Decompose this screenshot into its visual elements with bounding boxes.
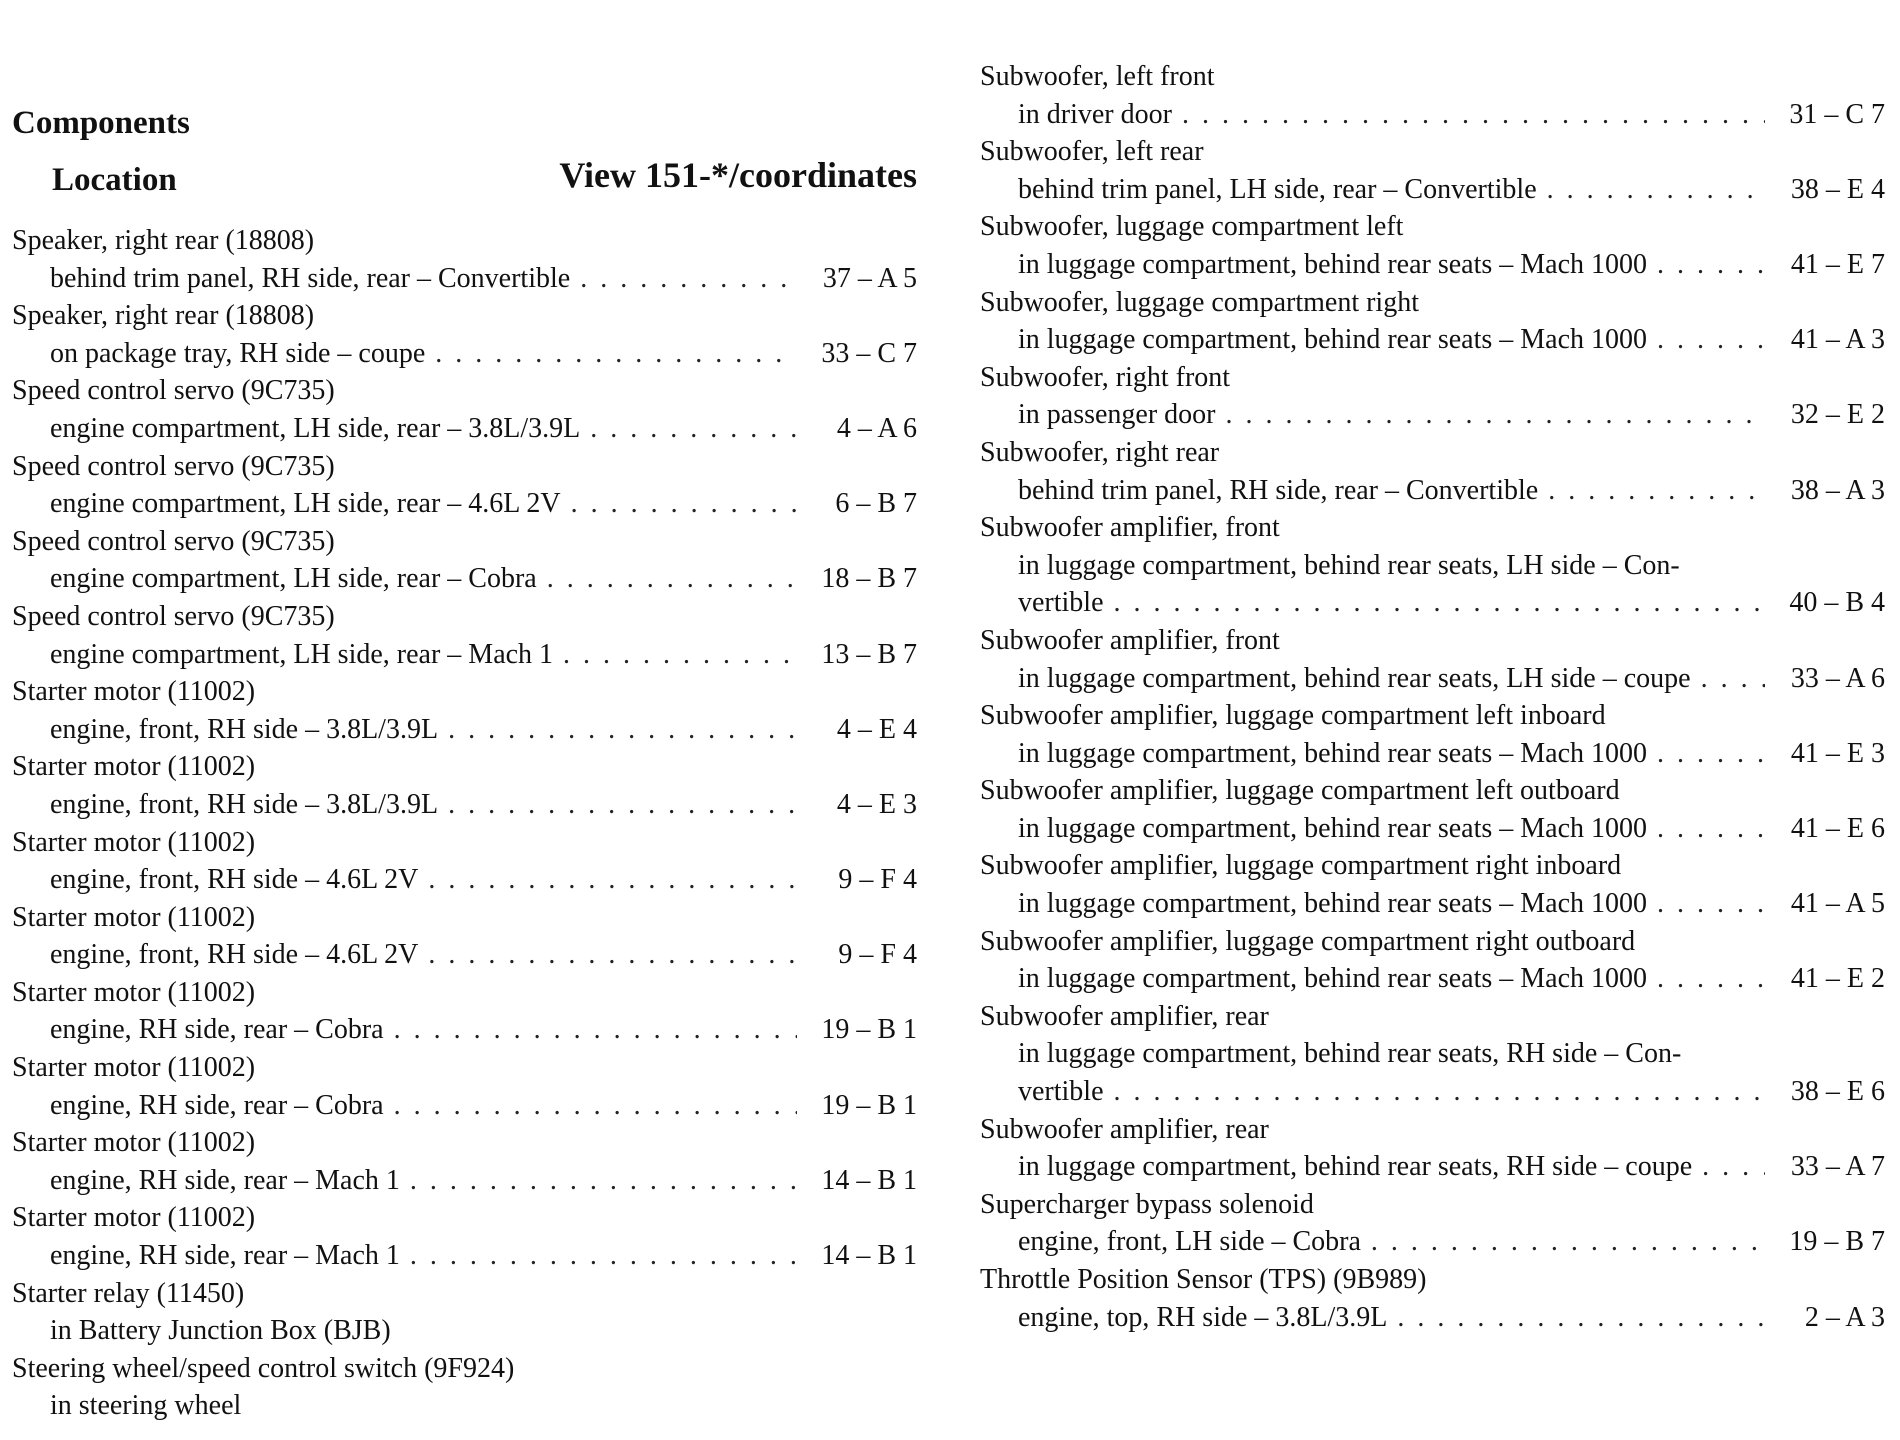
component-entry: [980, 697, 1885, 772]
location-text: in steering wheel: [50, 1390, 242, 1422]
component-location: [980, 321, 1885, 359]
location-text: engine, front, RH side – 4.6L 2V: [50, 939, 419, 971]
component-name: Starter relay (11450): [12, 1277, 245, 1309]
component-name: Starter motor (11002): [12, 751, 256, 783]
leader-dots: [448, 711, 797, 749]
component-entry: [980, 923, 1885, 998]
leader-dots: [1657, 321, 1765, 359]
component-entry: [980, 434, 1885, 509]
location-text: in luggage compartment, behind rear seats, LH side – coupe: [1018, 662, 1691, 694]
component-name: Starter motor (11002): [12, 1052, 256, 1084]
leader-dots: [571, 485, 797, 523]
component-entry: [980, 284, 1885, 359]
component-name: Starter motor (11002): [12, 976, 256, 1008]
view-coordinate: 33 – A 7: [1790, 1151, 1885, 1183]
location-text: engine compartment, LH side, rear – 4.6L 2V: [50, 488, 561, 520]
leader-dots: [435, 335, 797, 373]
leader-dots: [410, 1237, 797, 1275]
view-coordinate: 2 – A 3: [1804, 1301, 1885, 1333]
component-location: [980, 246, 1885, 284]
location-header: Location: [52, 162, 177, 198]
component-name: Subwoofer, right front: [980, 361, 1231, 393]
component-entry: [980, 998, 1885, 1111]
component-location: [12, 260, 917, 298]
component-entry: [12, 1275, 917, 1350]
view-coordinate: 13 – B 7: [821, 638, 917, 670]
view-coordinate: 4 – A 6: [836, 412, 917, 444]
component-name: Subwoofer, left front: [980, 61, 1215, 92]
component-name: Speed control servo (9C735): [12, 375, 335, 407]
leader-dots: [1547, 171, 1765, 209]
component-location: [12, 485, 917, 523]
view-coordinate: 4 – E 4: [836, 713, 917, 745]
view-coordinate: 4 – E 3: [836, 788, 917, 820]
leader-dots: [394, 1087, 797, 1125]
view-coordinate: 9 – F 4: [838, 864, 917, 896]
location-text: engine, RH side, rear – Mach 1: [50, 1240, 400, 1272]
view-coordinate: 31 – C 7: [1789, 98, 1885, 130]
component-entry: [12, 748, 917, 823]
leader-dots: [448, 786, 797, 824]
view-coordinate: 38 – A 3: [1790, 474, 1885, 506]
component-entry: [12, 899, 917, 974]
component-name: Steering wheel/speed control switch (9F924): [12, 1352, 515, 1384]
leader-dots: [1397, 1299, 1765, 1337]
component-entry: [980, 359, 1885, 434]
leader-dots: [410, 1162, 797, 1200]
view-coordinate: 9 – F 4: [838, 939, 917, 971]
location-text: in passenger door: [1018, 399, 1216, 431]
component-location: [12, 1237, 917, 1275]
component-entry: [980, 1186, 1885, 1261]
component-name: Subwoofer amplifier, luggage compartment left outboard: [980, 775, 1620, 807]
component-location: [12, 1387, 917, 1425]
leader-dots: [428, 936, 797, 974]
leader-dots: [1114, 584, 1765, 622]
component-name: Subwoofer, luggage compartment left: [980, 211, 1404, 243]
component-name: Subwoofer, right rear: [980, 436, 1220, 468]
component-entry: [12, 1350, 917, 1425]
component-location: [12, 560, 917, 598]
component-entry: [12, 974, 917, 1049]
component-entry: [980, 1111, 1885, 1186]
leader-dots: [590, 410, 797, 448]
location-text: engine compartment, LH side, rear – Mach 1: [50, 638, 554, 670]
component-name: Subwoofer amplifier, rear: [980, 1000, 1269, 1032]
component-name: Starter motor (11002): [12, 901, 256, 933]
view-coordinate: 40 – B 4: [1789, 587, 1885, 619]
leader-dots: [547, 560, 797, 598]
component-location: [12, 861, 917, 899]
component-name: Subwoofer amplifier, luggage compartment left inboard: [980, 700, 1606, 732]
component-location: [980, 960, 1885, 998]
component-entry: [12, 1199, 917, 1274]
leader-dots: [1182, 96, 1765, 134]
left-component-list: [12, 222, 917, 1425]
component-name: Supercharger bypass solenoid: [980, 1188, 1314, 1220]
leader-dots: [428, 861, 797, 899]
component-name: Starter motor (11002): [12, 1202, 256, 1234]
component-name: Subwoofer, left rear: [980, 136, 1204, 168]
view-coordinate: 41 – A 3: [1790, 324, 1885, 356]
component-location: [12, 335, 917, 373]
location-text: in luggage compartment, behind rear seats – Mach 1000: [1018, 737, 1648, 769]
location-text: engine, front, LH side – Cobra: [1018, 1226, 1361, 1258]
component-entry: [12, 824, 917, 899]
component-entry: [980, 509, 1885, 622]
component-location: [12, 1011, 917, 1049]
location-text: engine, RH side, rear – Mach 1: [50, 1164, 400, 1196]
component-name: Subwoofer, luggage compartment right: [980, 286, 1419, 318]
view-coordinate: 6 – B 7: [835, 488, 917, 520]
view-coordinate: 41 – A 5: [1790, 888, 1885, 920]
component-location-continued: [980, 584, 1885, 622]
view-coordinate: 37 – A 5: [822, 262, 917, 294]
view-coordinate: 14 – B 1: [821, 1164, 917, 1196]
component-name: Starter motor (11002): [12, 826, 256, 858]
location-text: engine, front, RH side – 4.6L 2V: [50, 864, 419, 896]
component-location: [12, 636, 917, 674]
component-entry: [12, 297, 917, 372]
component-name: Starter motor (11002): [12, 676, 256, 708]
leader-dots: [563, 636, 797, 674]
view-coordinate: 32 – E 2: [1790, 399, 1885, 431]
component-entry: [12, 1049, 917, 1124]
location-text: behind trim panel, RH side, rear – Convertible: [50, 262, 571, 294]
location-text: in luggage compartment, behind rear seats – Mach 1000: [1018, 324, 1648, 356]
component-name: Speaker, right rear (18808): [12, 300, 315, 332]
component-location: [12, 410, 917, 448]
component-name: Subwoofer amplifier, luggage compartment right inboard: [980, 850, 1622, 882]
leader-dots: [394, 1011, 797, 1049]
component-entry: [12, 448, 917, 523]
component-name: Speed control servo (9C735): [12, 450, 335, 482]
component-name: Subwoofer amplifier, front: [980, 624, 1280, 656]
page-title: Components: [12, 105, 190, 141]
leader-dots: [1702, 1148, 1765, 1186]
component-entry: [980, 58, 1885, 133]
component-entry: [980, 1261, 1885, 1336]
leader-dots: [1548, 472, 1765, 510]
component-location: [12, 786, 917, 824]
component-name: Speed control servo (9C735): [12, 525, 335, 557]
leader-dots: [580, 260, 797, 298]
component-location: [980, 547, 1885, 585]
component-name: Starter motor (11002): [12, 1127, 256, 1159]
location-text: engine, front, RH side – 3.8L/3.9L: [50, 713, 439, 745]
location-text: in luggage compartment, behind rear seats – Mach 1000: [1018, 888, 1648, 920]
view-coordinate: 14 – B 1: [821, 1240, 917, 1272]
component-location: [980, 1148, 1885, 1186]
component-name: Throttle Position Sensor (TPS) (9B989): [980, 1264, 1427, 1295]
location-text: engine, RH side, rear – Cobra: [50, 1089, 384, 1121]
component-name: Subwoofer amplifier, luggage compartment right outboard: [980, 925, 1636, 957]
location-text: in luggage compartment, behind rear seats, RH side – Con-: [1018, 1038, 1682, 1070]
location-text: engine compartment, LH side, rear – Cobra: [50, 563, 537, 595]
component-location: [980, 660, 1885, 698]
leader-dots: [1371, 1223, 1765, 1261]
component-location: [12, 1087, 917, 1125]
location-text-continued: vertible: [1018, 587, 1104, 619]
component-entry: [980, 847, 1885, 922]
component-entry: [12, 372, 917, 447]
view-coordinate: 41 – E 2: [1790, 963, 1885, 995]
component-entry: [12, 523, 917, 598]
location-text: in driver door: [1018, 98, 1172, 130]
view-coordinate: 18 – B 7: [821, 563, 917, 595]
location-text: on package tray, RH side – coupe: [50, 337, 426, 369]
component-location: [980, 171, 1885, 209]
component-entry: [980, 133, 1885, 208]
component-entry: [980, 622, 1885, 697]
component-location: [980, 735, 1885, 773]
location-text: behind trim panel, RH side, rear – Convertible: [1018, 474, 1539, 506]
component-location: [980, 1299, 1885, 1337]
component-location: [12, 711, 917, 749]
component-location-continued: [980, 1073, 1885, 1111]
view-coordinate: 41 – E 6: [1790, 812, 1885, 844]
view-coordinate: 19 – B 7: [1789, 1226, 1885, 1258]
location-text: in luggage compartment, behind rear seats – Mach 1000: [1018, 248, 1648, 280]
leader-dots: [1657, 810, 1765, 848]
location-text: engine, top, RH side – 3.8L/3.9L: [1018, 1301, 1388, 1333]
component-name: Subwoofer amplifier, front: [980, 512, 1280, 544]
location-text: engine, front, RH side – 3.8L/3.9L: [50, 788, 439, 820]
component-location: [980, 472, 1885, 510]
leader-dots: [1114, 1073, 1765, 1111]
component-location: [980, 96, 1885, 134]
location-text: in luggage compartment, behind rear seats, RH side – coupe: [1018, 1151, 1693, 1183]
component-location: [980, 1035, 1885, 1073]
view-coordinate: 33 – C 7: [821, 337, 917, 369]
leader-dots: [1657, 246, 1765, 284]
component-location: [12, 936, 917, 974]
location-text: engine compartment, LH side, rear – 3.8L/3.9L: [50, 412, 581, 444]
right-component-list: [980, 58, 1885, 1336]
location-text-continued: vertible: [1018, 1076, 1104, 1108]
component-entry: [12, 598, 917, 673]
component-location: [980, 885, 1885, 923]
view-coordinate: 19 – B 1: [821, 1089, 917, 1121]
component-entry: [12, 1124, 917, 1199]
component-name: Speed control servo (9C735): [12, 600, 335, 632]
component-entry: [12, 222, 917, 297]
component-location: [980, 1223, 1885, 1261]
component-location: [980, 810, 1885, 848]
view-coordinate: 38 – E 6: [1790, 1076, 1885, 1108]
component-entry: [12, 673, 917, 748]
leader-dots: [1226, 396, 1765, 434]
location-text: in Battery Junction Box (BJB): [50, 1315, 391, 1347]
view-coordinate: 19 – B 1: [821, 1014, 917, 1046]
leader-dots: [1657, 885, 1765, 923]
view-coordinate: 38 – E 4: [1790, 173, 1885, 205]
view-coordinates-header: View 151-*/coordinates: [559, 155, 917, 195]
component-name: Speaker, right rear (18808): [12, 225, 315, 256]
leader-dots: [1657, 960, 1765, 998]
leader-dots: [1657, 735, 1765, 773]
view-coordinate: 41 – E 3: [1790, 737, 1885, 769]
view-coordinate: 33 – A 6: [1790, 662, 1885, 694]
view-coordinate: 41 – E 7: [1790, 248, 1885, 280]
location-text: in luggage compartment, behind rear seats – Mach 1000: [1018, 812, 1648, 844]
component-entry: [980, 208, 1885, 283]
leader-dots: [1701, 660, 1765, 698]
component-entry: [980, 772, 1885, 847]
location-text: in luggage compartment, behind rear seats, LH side – Con-: [1018, 549, 1680, 581]
component-name: Subwoofer amplifier, rear: [980, 1113, 1269, 1145]
component-location: [12, 1162, 917, 1200]
component-location: [12, 1312, 917, 1350]
location-text: behind trim panel, LH side, rear – Convertible: [1018, 173, 1537, 205]
location-text: in luggage compartment, behind rear seats – Mach 1000: [1018, 963, 1648, 995]
component-location: [980, 396, 1885, 434]
location-text: engine, RH side, rear – Cobra: [50, 1014, 384, 1046]
